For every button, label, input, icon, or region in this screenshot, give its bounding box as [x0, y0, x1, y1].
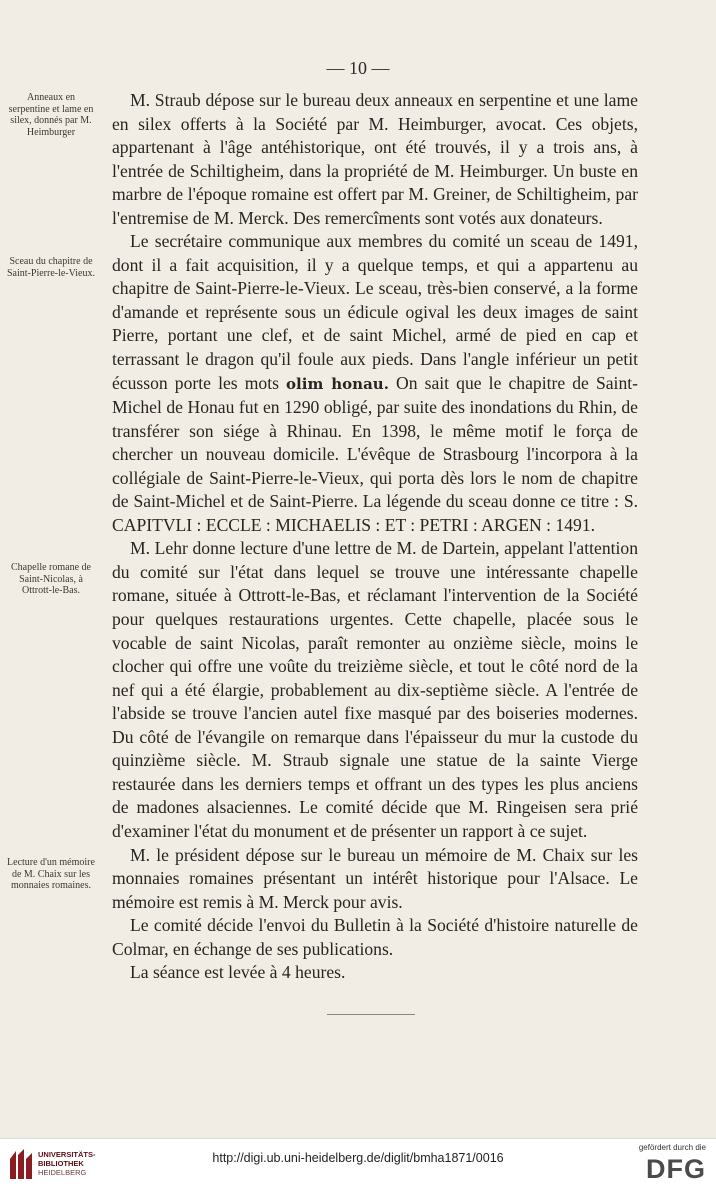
library-name-line3: HEIDELBERG	[38, 1168, 87, 1177]
library-name-line2: BIBLIOTHEK	[38, 1159, 84, 1168]
paragraph-sceau-part2: On sait que le chapitre de Saint-Michel de Honau fut en 1290 obligé, par suite des inondations du Rhin, de transférer son siége à Rhinau. En 1398, le même motif le força de chercher un nouveau domicile. L'évêque de Strasbourg l'incorpora à la collégiale de Saint-Pierre-le-Vieux, qui porta dès lors le nom de chapitre de Saint-Michel et de Saint-Pierre. La légende du sceau donne ce titre : S. CAPITVLI : ECCLE : MICHAELIS : ET : PETRI : ARGEN : 1491.	[112, 372, 638, 535]
paragraph-bulletin: Le comité décide l'envoi du Bulletin à la Société d'histoire naturelle de Colmar, en échange de ses publications.	[112, 915, 638, 959]
footer-bar	[0, 1138, 716, 1189]
margin-note-chapelle: Chapelle romane de Saint-Nicolas, à Ottrott-le-Bas.	[11, 562, 91, 596]
paragraph-cloture: La séance est levée à 4 heures.	[130, 962, 346, 983]
margin-note-sceau: Sceau du chapitre de Saint-Pierre-le-Vieux.	[7, 256, 95, 279]
dfg-logo[interactable]: DFG	[646, 1154, 706, 1184]
paragraph-dons: M. Straub dépose sur le bureau deux anneaux en serpentine et une lame en silex offerts à la Société par M. Heimburger, avocat. Ces objets, appartenant à l'âge antéhistorique, ont été trouvés, il y a trois ans, à l'entrée de Schiltigheim, dans la propriété de M. Heimburger. Un buste en marbre de l'époque romaine est offert par M. Greiner, de Schiltigheim, par l'entremise de M. Merck. Des remercîments sont votés aux donateurs.	[112, 90, 638, 228]
closing-rule	[327, 1014, 415, 1015]
paragraph-sceau-part1: Le secrétaire communique aux membres du comité un sceau de 1491, dont il a fait acquisition, il y a quelque temps, et qui a appartenu au chapitre de Saint-Pierre-le-Vieux. Le sceau, très-bien conservé, a la forme d'amande et représente sous un édicule ogival les deux images de saint Pierre, portant une clef, et de saint Michel, armé de pied en cap et terrassant le dragon qu'il foule aux pieds. Dans l'angle inférieur un petit écusson porte les mots	[112, 231, 638, 393]
margin-note-anneaux: Anneaux en serpentine et lame en silex, donnés par M. Heimburger	[8, 92, 94, 138]
gothic-inscription: olim honau.	[286, 374, 389, 393]
margin-note-lecture: Lecture d'un mémoire de M. Chaix sur les monnaies romaines.	[7, 857, 95, 891]
body-text	[112, 89, 638, 985]
paragraph-chapelle: M. Lehr donne lecture d'une lettre de M. de Dartein, appelant l'attention du comité sur l'état dans lequel se trouve une intéressante chapelle romane, située à Ottrott-le-Bas, et réclamant l'intervention de la Société pour quelques restaurations urgentes. Cette chapelle, placée sous le vocable de saint Nicolas, paraît remonter au onzième siècle, moins le clocher qui offre une voûte du treizième siècle, et tout le côté nord de la nef qui a été élargie, probablement au dix-septième siècle. A l'entrée de l'abside se trouve l'ancien autel fixe masqué par des boiseries modernes. Du côté de l'évangile on remarque dans l'épaisseur du mur la custode du quinzième siècle. M. Straub signale une statue de la sainte Vierge restaurée dans les derniers temps et offrant un des types les plus anciens de madones alsaciennes. Le comité décide que M. Ringeisen sera prié d'examiner l'état du monument et de présenter un rapport à ce sujet.	[112, 538, 638, 841]
paragraph-memoire: M. le président dépose sur le bureau un mémoire de M. Chaix sur les monnaies romaines présentant un intérêt historique pour l'Alsace. Le mémoire est remis à M. Merck pour avis.	[112, 844, 638, 912]
page-number: — 10 —	[326, 58, 390, 78]
library-name-line1: UNIVERSITÄTS-	[38, 1150, 96, 1159]
permalink-url[interactable]: http://digi.ub.uni-heidelberg.de/diglit/bmha1871/0016	[212, 1151, 504, 1165]
sponsor-caption: gefördert durch die	[638, 1143, 706, 1152]
paragraph-sceau	[112, 230, 638, 537]
